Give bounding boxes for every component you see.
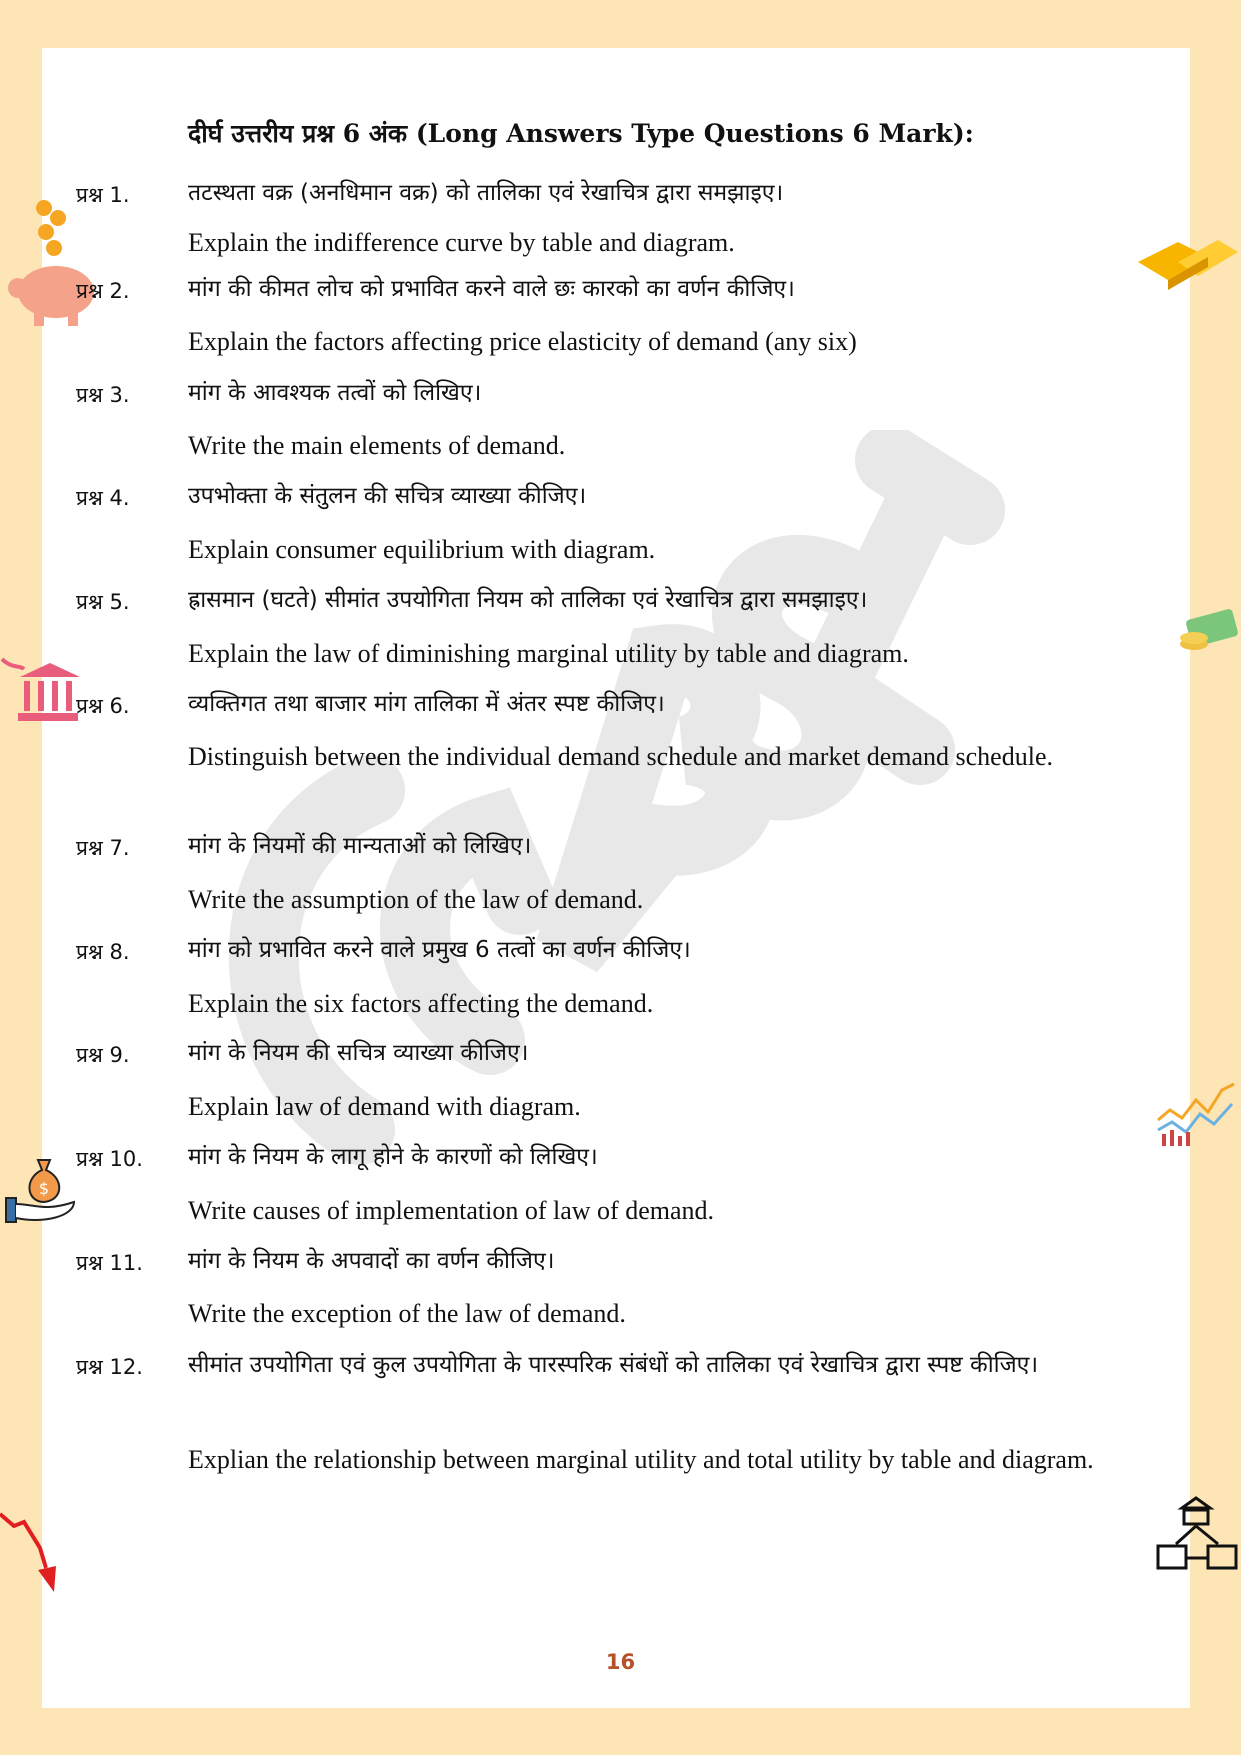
question-hindi: उपभोक्ता के संतुलन की सचित्र व्याख्या कीजिए। bbox=[188, 483, 587, 509]
question-hindi: मांग के नियम की सचित्र व्याख्या कीजिए। bbox=[188, 1040, 529, 1066]
question-english: Write the main elements of demand. bbox=[188, 431, 566, 460]
question-label: प्रश्न 7. bbox=[76, 836, 130, 860]
question-hindi: मांग के आवश्यक तत्वों को लिखिए। bbox=[188, 380, 482, 406]
question-english: Distinguish between the individual demand schedule and market demand schedule. bbox=[188, 742, 1053, 771]
question-english: Explain the six factors affecting the demand. bbox=[188, 989, 654, 1018]
question-hindi: सीमांत उपयोगिता एवं कुल उपयोगिता के पारस्परिक संबंधों को तालिका एवं रेखाचित्र द्वारा स्पष्ट कीजिए। bbox=[188, 1352, 1039, 1378]
question-label: प्रश्न 11. bbox=[76, 1251, 143, 1275]
money-bag-hand-icon bbox=[4, 1156, 76, 1226]
svg-text:$: $ bbox=[38, 1179, 50, 1198]
question-english: Write the assumption of the law of demand. bbox=[188, 885, 644, 914]
growth-chart-icon bbox=[1156, 1080, 1236, 1150]
question-english: Explain the law of diminishing marginal utility by table and diagram. bbox=[188, 639, 909, 668]
question-label: प्रश्न 6. bbox=[76, 694, 130, 718]
question-hindi: मांग के नियम के अपवादों का वर्णन कीजिए। bbox=[188, 1248, 555, 1274]
question-label: प्रश्न 2. bbox=[76, 279, 130, 303]
question-hindi: तटस्थता वक्र (अनधिमान वक्र) को तालिका एवं रेखाचित्र द्वारा समझाइए। bbox=[188, 180, 784, 206]
page-number: 16 bbox=[605, 1650, 636, 1674]
question-hindi: मांग के नियम के लागू होने के कारणों को लिखिए। bbox=[188, 1144, 598, 1170]
question-english: Explain the factors affecting price elasticity of demand (any six) bbox=[188, 327, 857, 356]
question-english: Write causes of implementation of law of demand. bbox=[188, 1196, 715, 1225]
question-hindi: मांग के नियमों की मान्यताओं को लिखिए। bbox=[188, 833, 532, 859]
question-label: प्रश्न 12. bbox=[76, 1355, 143, 1379]
coins-piggy-bank-icon bbox=[4, 196, 100, 331]
section-heading: दीर्घ उत्तरीय प्रश्न 6 अंक (Long Answers Type Questions 6 Mark): bbox=[188, 119, 974, 148]
question-label: प्रश्न 5. bbox=[76, 590, 130, 614]
question-label: प्रश्न 8. bbox=[76, 940, 130, 964]
question-english: Explain the indifference curve by table and diagram. bbox=[188, 228, 735, 257]
question-label: प्रश्न 1. bbox=[76, 183, 130, 207]
question-label: प्रश्न 4. bbox=[76, 486, 130, 510]
question-hindi: मांग को प्रभावित करने वाले प्रमुख 6 तत्वों का वर्णन कीजिए। bbox=[188, 937, 691, 963]
question-hindi: ह्रासमान (घटते) सीमांत उपयोगिता नियम को तालिका एवं रेखाचित्र द्वारा समझाइए। bbox=[188, 587, 868, 613]
gold-bars-icon bbox=[1138, 232, 1238, 292]
question-english: Explain consumer equilibrium with diagram. bbox=[188, 535, 656, 564]
question-hindi: मांग की कीमत लोच को प्रभावित करने वाले छः कारको का वर्णन कीजिए। bbox=[188, 276, 795, 302]
question-english: Write the exception of the law of demand. bbox=[188, 1299, 626, 1328]
money-stack-icon bbox=[1178, 604, 1240, 656]
question-label: प्रश्न 9. bbox=[76, 1043, 130, 1067]
question-english: Explain law of demand with diagram. bbox=[188, 1092, 581, 1121]
question-hindi: व्यक्तिगत तथा बाजार मांग तालिका में अंतर स्पष्ट कीजिए। bbox=[188, 691, 665, 717]
question-label: प्रश्न 10. bbox=[76, 1147, 143, 1171]
falling-arrow-icon bbox=[0, 1508, 72, 1594]
question-label: प्रश्न 3. bbox=[76, 383, 130, 407]
question-english: Explian the relationship between marginal utility and total utility by table and diagram. bbox=[188, 1445, 1094, 1474]
bank-building-icon bbox=[0, 655, 82, 727]
bank-network-icon bbox=[1154, 1496, 1240, 1572]
